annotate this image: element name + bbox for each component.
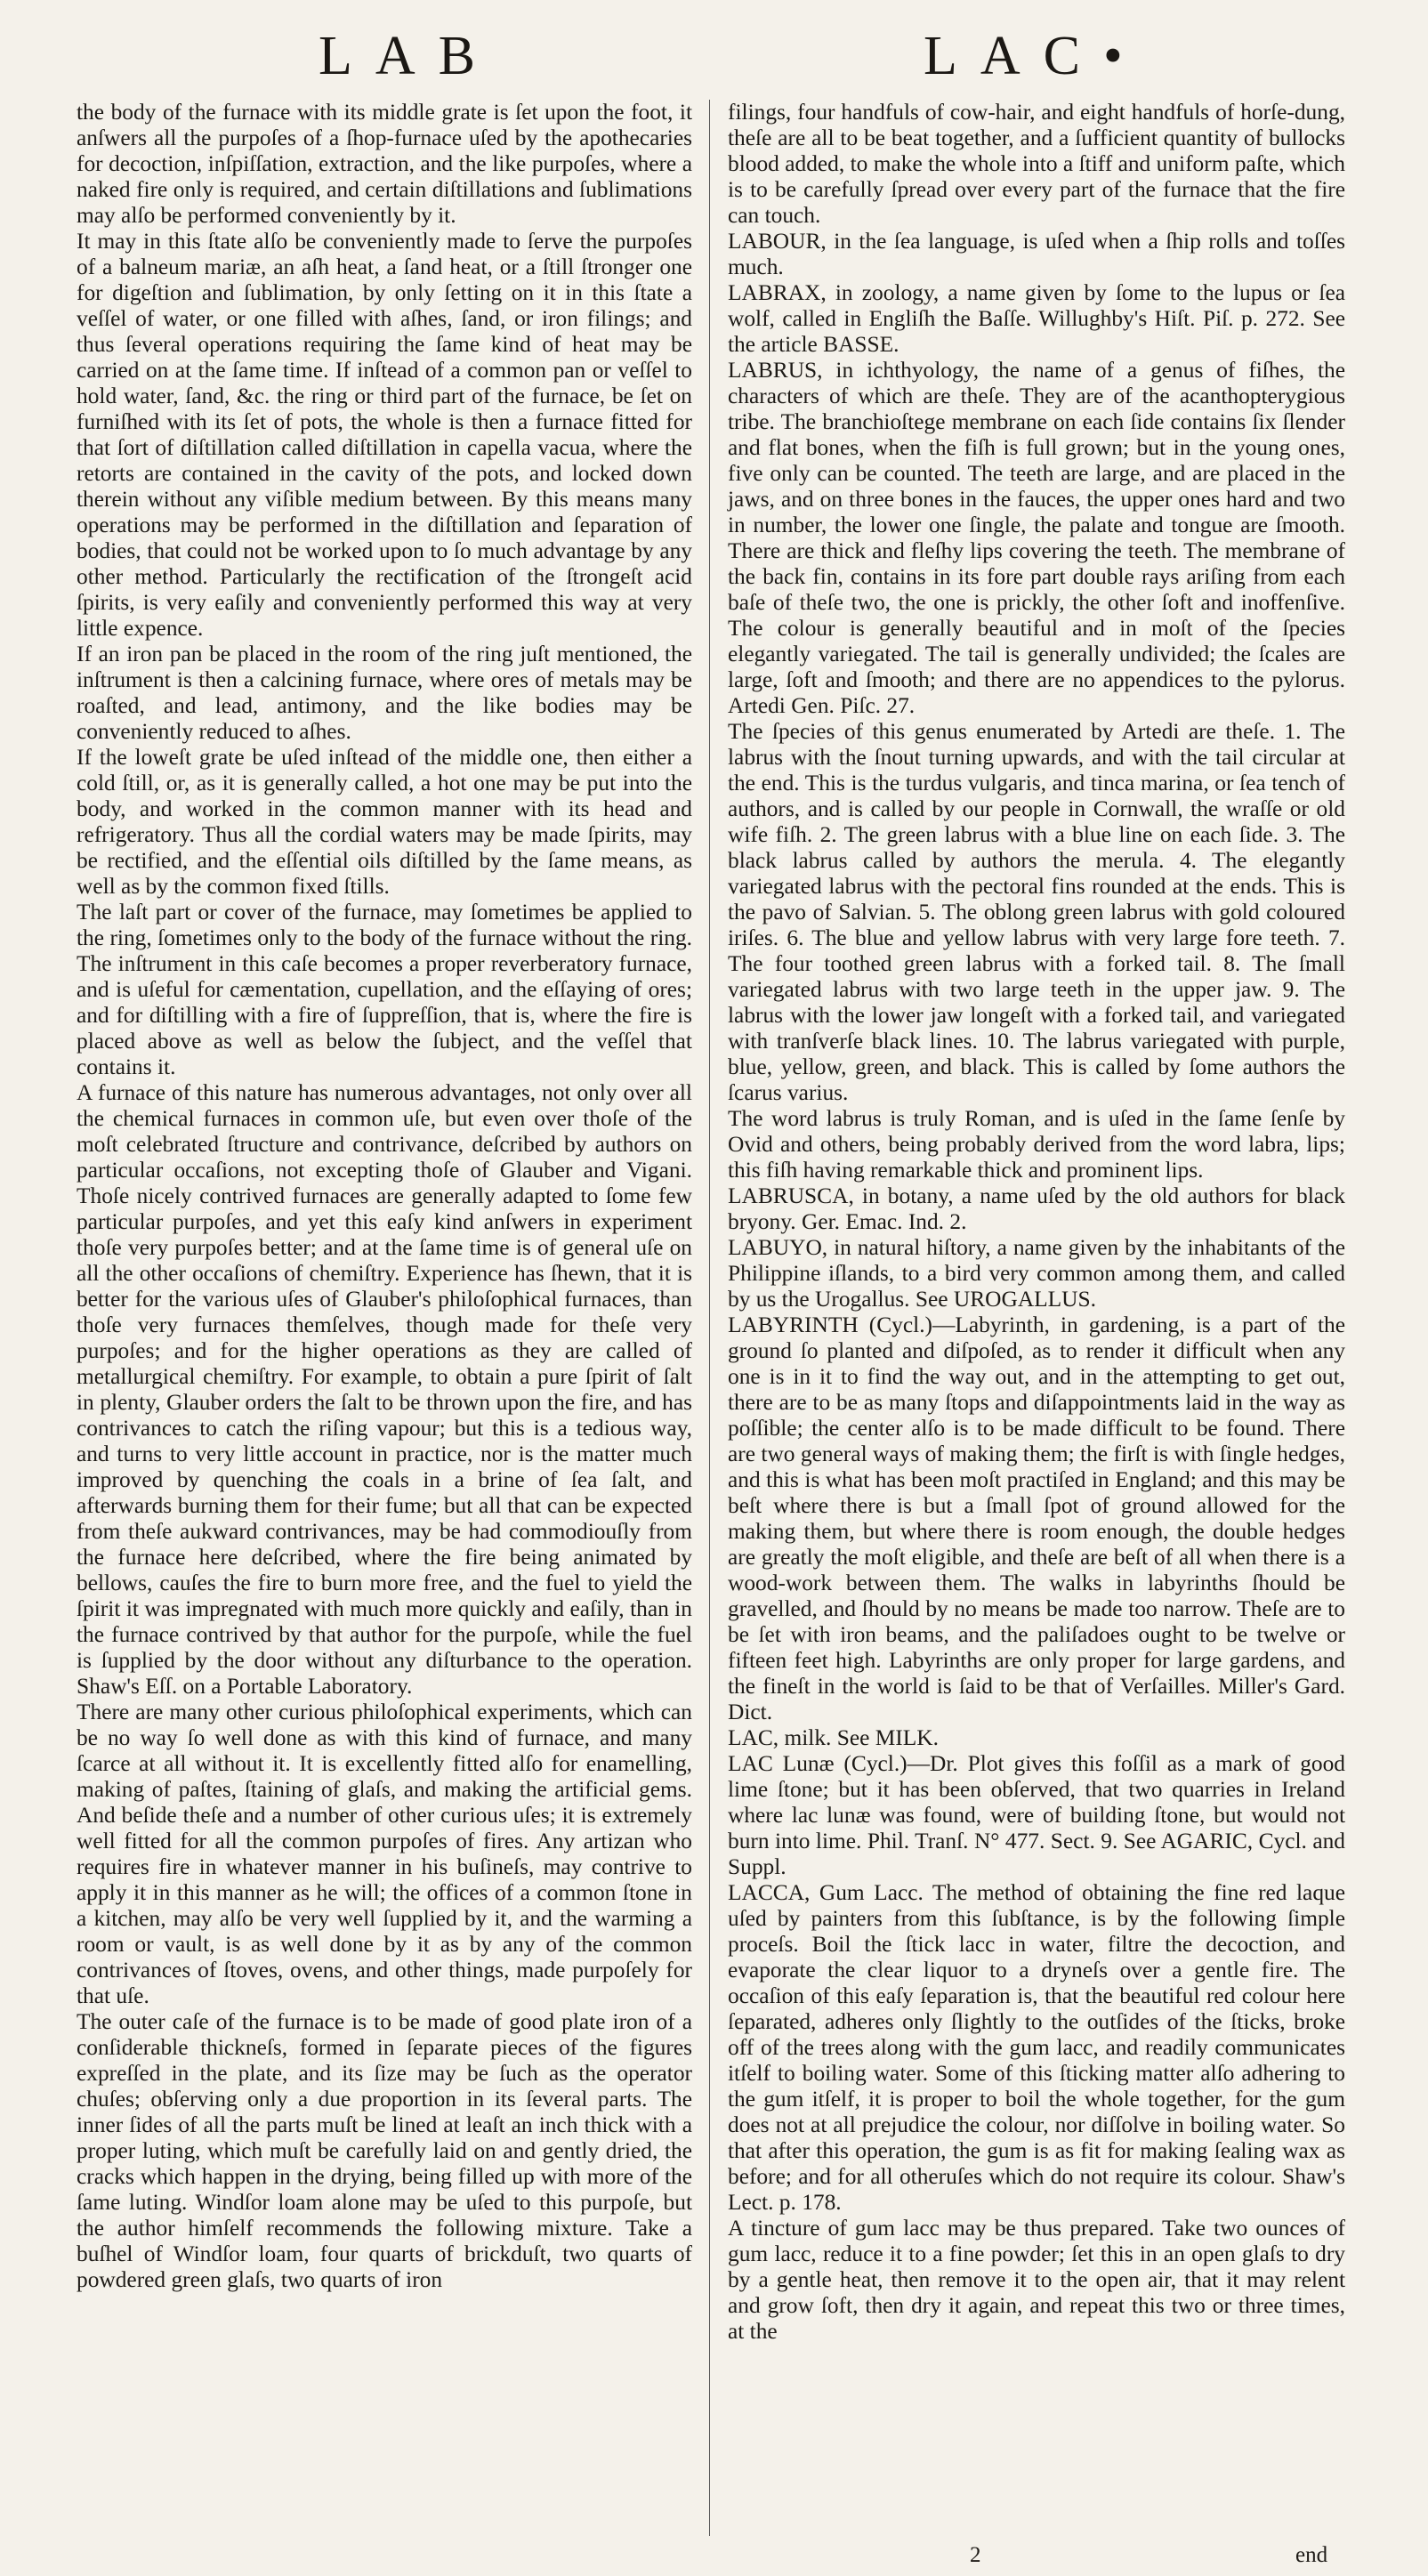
paragraph: The laſt part or cover of the furnace, may ſometimes be applied to the ring, ſometimes only to the body of the furnace without the ring. The inſtrument in this caſe becomes a proper reverberatory furnace, and is uſeful for cæmentation, cupellation, and the eſſaying of ores; and for diſtilling with a fire of ſuppreſſion, that is, where the fire is placed above as well as below the ſubject, and the veſſel that contains it.: [77, 900, 692, 1079]
signature-mark: 2: [970, 2543, 981, 2567]
paragraph: If an iron pan be placed in the room of the ring juſt mentioned, the inſtrument is then a calcining furnace, where ores of metals may be roaſted, and lead, antimony, and the like bodies may be conveniently reduced to aſhes.: [77, 642, 692, 744]
running-head-right: LAC•: [924, 26, 1146, 86]
entry-lac: LAC, milk. See MILK.: [728, 1725, 939, 1750]
entry-labrax: LABRAX, in zoology, a name given by ſome to the lupus or ſea wolf, called in Engliſh the Baſſe. Willughby's Hiſt. Piſ. p. 272. See the article BASSE.: [728, 280, 1345, 357]
running-head-left: LAB: [319, 26, 498, 86]
paragraph: The word labrus is truly Roman, and is uſed in the ſame ſenſe by Ovid and others, being probably derived from the word labra, lips; this fiſh having remarkable thick and prominent lips.: [728, 1106, 1345, 1183]
column-divider: [709, 100, 710, 2536]
entry-lacca: LACCA, Gum Lacc. The method of obtaining the fine red laque uſed by painters from this ſubſtance, is by the following ſimple proceſs. Boil the ſtick lacc in water, filtre the decoction, and evaporate the clear liquor to a dryneſs over a gentle fire. The occaſion of this eaſy ſeparation is, that the beautiful red colour here ſeparated, adheres only ſlightly to the outſides of the ſticks, broke off of the trees along with the gum lacc, and readily communicates itſelf to boiling water. Some of this ſticking matter alſo adhering to the gum itſelf, it is proper to boil the whole together, for the gum does not at all prejudice the colour, nor diſſolve in boiling water. So that after this operation, the gum is as fit for making ſealing wax as before; and for all otheruſes which do not require its colour. Shaw's Lect. p. 178.: [728, 1880, 1345, 2215]
entry-labrus: LABRUS, in ichthyology, the name of a genus of fiſhes, the characters of which are theſe. They are of the acanthopterygious tribe. The branchioſtege membrane on each ſide contains ſix ſlender and flat bones, when the fiſh is full grown; but in the young ones, five only can be counted. The teeth are large, and are placed in the jaws, and on three bones in the fauces, the upper ones hard and two in number, the lower one ſingle, the palate and tongue are ſmooth. There are thick and fleſhy lips covering the teeth. The membrane of the back fin, contains in its fore part double rays ariſing from each baſe of theſe two, the one is prickly, the other ſoft and inoffenſive. The colour is generally beautiful and in moſt of the ſpecies elegantly variegated. The tail is generally undivided; the ſcales are large, ſoft and ſmooth; and there are no appendices to the pylorus. Artedi Gen. Piſc. 27.: [728, 358, 1345, 718]
paragraph: The outer caſe of the furnace is to be made of good plate iron of a conſiderable thickneſs, formed in ſeparate pieces of the figures expreſſed in the plate, and its ſize may be ſuch as the operator chuſes; obſerving only a due proportion in its ſeveral parts. The inner ſides of all the parts muſt be lined at leaſt an inch thick with a proper luting, which muſt be carefully laid on and gently dried, the cracks which happen in the drying, being filled up with more of the ſame luting. Windſor loam alone may be uſed to this purpoſe, but the author himſelf recommends the following mixture. Take a buſhel of Windſor loam, four quarts of brickduſt, two quarts of powdered green glaſs, two quarts of iron: [77, 2009, 692, 2292]
right-column: [728, 100, 1345, 2345]
paragraph: A tincture of gum lacc may be thus prepared. Take two ounces of gum lacc, reduce it to a fine powder; ſet this in an open glaſs to dry by a gentle heat, then remove it to the open air, that it may relent and grow ſoft, then dry it again, and repeat this two or three times, at the: [728, 2216, 1345, 2344]
catchword: end: [1295, 2543, 1328, 2567]
entry-labuyo: LABUYO, in natural hiſtory, a name given by the inhabitants of the Philippine iſlands, to a bird very common among them, and called by us the Urogallus. See UROGALLUS.: [728, 1235, 1345, 1312]
paragraph: filings, four handfuls of cow-hair, and eight handfuls of horſe-dung, theſe are all to be beat together, and a ſufficient quantity of bullocks blood added, to make the whole into a ſtiff and uniform paſte, which is to be carefully ſpread over every part of the furnace that the fire can touch.: [728, 100, 1345, 228]
entry-labour: LABOUR, in the ſea language, is uſed when a ſhip rolls and toſſes much.: [728, 229, 1345, 279]
entry-labyrinth: LABYRINTH (Cycl.)—Labyrinth, in gardening, is a part of the ground ſo planted and diſpoſed, as to render it difficult when any one is in it to find the way out, and in the attempting to get out, there are to be as many ſtops and diſappointments laid in the way as poſſible; the center alſo is to be made difficult to be found. There are two general ways of making them; the firſt is with ſingle hedges, and this is what has been moſt practiſed in England; and this may be beſt where there is but a ſmall ſpot of ground allowed for the making them, but where there is room enough, the double hedges are greatly the moſt eligible, and theſe are beſt of all when there is a wood-work between them. The walks in labyrinths ſhould be gravelled, and ſhould by no means be made too narrow. Theſe are to be ſet with iron beams, and the paliſadoes ought to be twelve or fifteen feet high. Labyrinths are only proper for large gardens, and the fineſt in the world is ſaid to be that of Verſailles. Miller's Gard. Dict.: [728, 1312, 1345, 1724]
paragraph: A furnace of this nature has numerous advantages, not only over all the chemical furnaces in common uſe, but even over thoſe of the moſt celebrated ſtructure and contrivance, deſcribed by authors on particular occaſions, not excepting thoſe of Glauber and Vigani. Thoſe nicely contrived furnaces are generally adapted to ſome few particular purpoſes, and yet this eaſy kind anſwers in experiment thoſe very purpoſes better; and at the ſame time is of general uſe on all the other occaſions of chemiſtry. Experience has ſhewn, that it is better for the various uſes of Glauber's philoſophical furnaces, than thoſe very furnaces themſelves, though made for theſe very purpoſes; and for the higher operations as they are called of metallurgical chemiſtry. For example, to obtain a pure ſpirit of ſalt in plenty, Glauber orders the ſalt to be thrown upon the fire, and has contrivances to catch the riſing vapour; but this is a tedious way, and turns to very little account in practice, nor is the matter much improved by quenching the coals in a brine of ſea ſalt, and afterwards burning them for their fume; but all that can be expected from theſe aukward contrivances, may be had commodiouſly from the furnace here deſcribed, where the fire being animated by bellows, cauſes the fire to burn more free, and the fuel to yield the ſpirit it was impregnated with much more quickly and eaſily, than in the furnace contrived by that author for the purpoſe, while the fuel is ſupplied by the door without any diſturbance to the operation. Shaw's Eſſ. on a Portable Laboratory.: [77, 1080, 692, 1699]
entry-lac-lunae: LAC Lunæ (Cycl.)—Dr. Plot gives this foſſil as a mark of good lime ſtone; but it has been obſerved, that two quarries in Ireland where lac lunæ was found, were of building ſtone, but would not burn into lime. Phil. Tranſ. N° 477. Sect. 9. See AGARIC, Cycl. and Suppl.: [728, 1751, 1345, 1879]
paragraph: The ſpecies of this genus enumerated by Artedi are theſe. 1. The labrus with the ſnout turning upwards, and with the tail circular at the end. This is the turdus vulgaris, and tinca marina, or ſea tench of authors, and is called by our people in Cornwall, the wraſſe or old wife fiſh. 2. The green labrus with a blue line on each ſide. 3. The black labrus called by authors the merula. 4. The elegantly variegated labrus with the pectoral fins rounded at the ends. This is the pavo of Salvian. 5. The oblong green labrus with gold coloured iriſes. 6. The blue and yellow labrus with very large fore teeth. 7. The four toothed green labrus with a forked tail. 8. The ſmall variegated labrus with two large teeth in the upper jaw. 9. The labrus with the lower jaw longeſt with a forked tail, and variegated with tranſverſe black lines. 10. The labrus variegated with purple, blue, yellow, green, and black. This is called by ſome authors the ſcarus varius.: [728, 719, 1345, 1105]
paragraph: It may in this ſtate alſo be conveniently made to ſerve the purpoſes of a balneum mariæ, an aſh heat, a ſand heat, or a ſtill ſtronger one for digeſtion and ſublimation, by only ſetting on it in this ſtate a veſſel of water, or one filled with aſhes, ſand, or iron filings; and thus ſeveral operations requiring the ſame kind of heat may be carried on at the ſame time. If inſtead of a common pan or veſſel to hold water, ſand, &c. the ring or third part of the furnace, be ſet on furniſhed with its ſet of pots, the whole is then a furnace fitted for that ſort of diſtillation called diſtillation in capella vacua, where the retorts are contained in the cavity of the pots, and locked down therein without any viſible medium between. By this means many operations may be performed in the diſtillation and ſeparation of bodies, that could not be worked upon to ſo much advantage by any other method. Particularly the rectification of the ſtrongeſt acid ſpirits, is very eaſily and conveniently performed this way at very little expence.: [77, 229, 692, 641]
entry-labrusca: LABRUSCA, in botany, a name uſed by the old authors for black bryony. Ger. Emac. Ind. 2.: [728, 1183, 1345, 1234]
paragraph: If the loweſt grate be uſed inſtead of the middle one, then either a cold ſtill, or, as it is generally called, a hot one may be put into the body, and worked in the common manner with its head and refrigeratory. Thus all the cordial waters may be made ſpirits, may be rectified, and the eſſential oils diſtilled by the ſame means, as well as by the common fixed ſtills.: [77, 745, 692, 899]
left-column: [77, 100, 692, 2293]
paragraph: There are many other curious philoſophical experiments, which can be no way ſo well done as with this kind of furnace, and many ſcarce at all without it. It is excellently fitted alſo for enamelling, making of paſtes, ſtaining of glaſs, and making the artificial gems. And beſide theſe and a number of other curious uſes; it is extremely well fitted for all the common purpoſes of fires. Any artizan who requires fire in whatever manner in his buſineſs, may contrive to apply it in this manner as he will; the offices of a common ſtone in a kitchen, may alſo be very well ſupplied by it, and the warming a room or vault, is as well done by it as by any of the common contrivances of ſtoves, ovens, and other things, made purpoſely for that uſe.: [77, 1700, 692, 2008]
paragraph: the body of the furnace with its middle grate is ſet upon the foot, it anſwers all the purpoſes of a ſhop-furnace uſed by the apothecaries for decoction, inſpiſſation, extraction, and the like purpoſes, where a naked fire only is required, and certain diſtillations and ſublimations may alſo be performed conveniently by it.: [77, 100, 692, 228]
